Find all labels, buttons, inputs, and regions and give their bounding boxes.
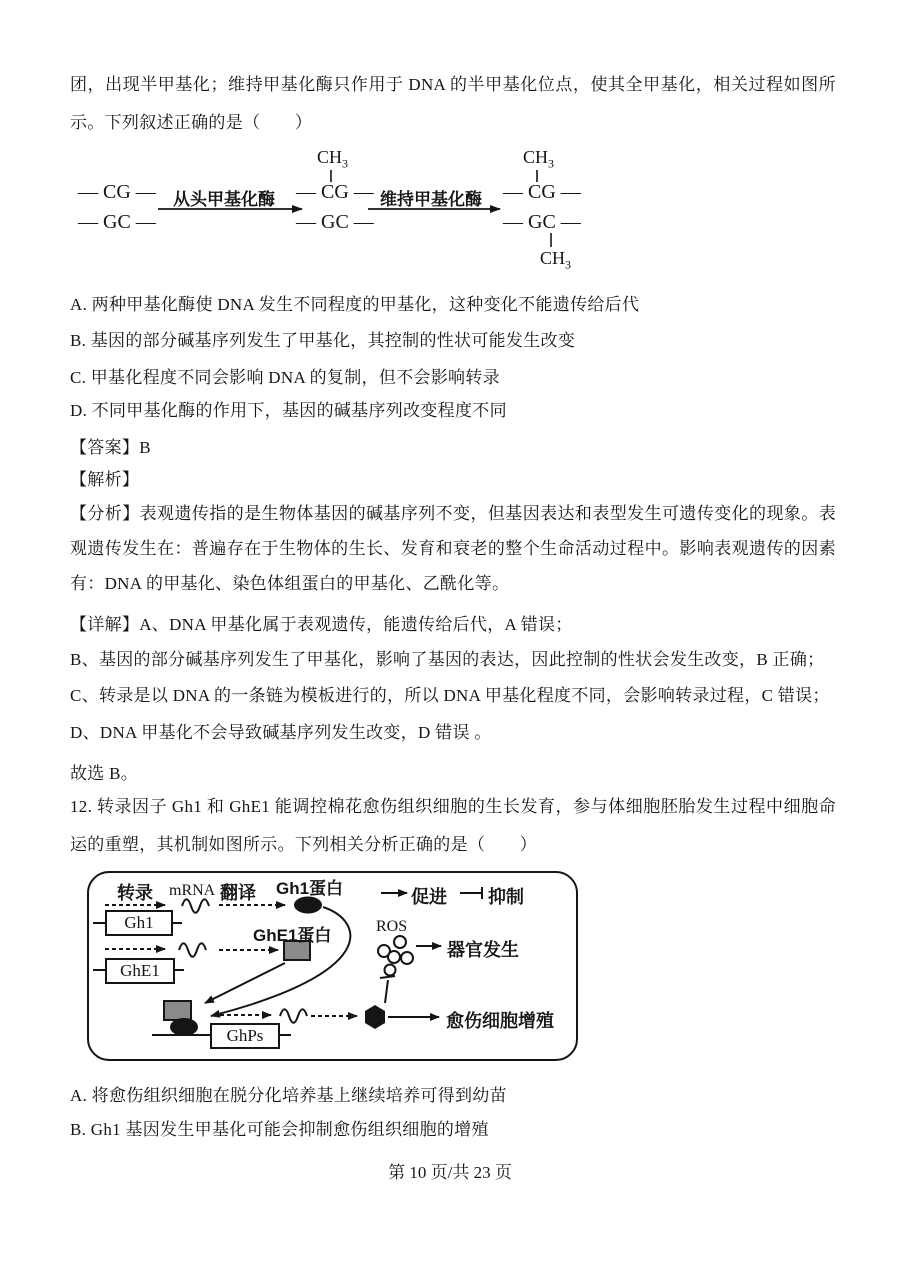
- strand-cg-left: — CG —: [78, 181, 156, 203]
- methyl-group-right-top: $CH_3$: [523, 147, 555, 171]
- translation-label: 翻译: [220, 883, 256, 903]
- conclusion-line: 故选 B。: [70, 764, 139, 783]
- organogenesis-label: 器官发生: [447, 940, 519, 960]
- gh1-mrna-wave: [182, 899, 209, 913]
- gh1-gene-box: Gh1: [105, 910, 173, 936]
- methyl-group-right-bottom: $CH_3$: [540, 248, 572, 272]
- analysis-tag: 【解析】: [70, 470, 140, 489]
- strand-gc-right: — GC —: [503, 211, 581, 233]
- ghps-gene-box: GhPs: [210, 1023, 280, 1049]
- ros-label: ROS: [376, 918, 408, 935]
- strand-gc-mid: — GC —: [296, 211, 374, 233]
- methylation-diagram-arrows: [70, 145, 850, 280]
- ghps-mrna-wave: [280, 1009, 307, 1023]
- bound-ghe1-protein: [164, 1001, 191, 1020]
- gh1-protein-label: Gh1蛋白: [276, 879, 344, 898]
- ros-inhibition-cap: [380, 976, 395, 978]
- detail-line-c: C、转录是以 DNA 的一条链为模板进行的，所以 DNA 甲基化程度不同，会影响转录过程，C 错误；: [70, 686, 830, 705]
- gene-regulation-diagram: [87, 871, 578, 1061]
- q11-option-c: C. 甲基化程度不同会影响 DNA 的复制，但不会影响转录: [70, 368, 500, 387]
- legend-promote-label: 促进: [411, 887, 447, 907]
- maintenance-enzyme-label: 维持甲基化酶: [380, 190, 482, 209]
- ros-inhibition-bar: [385, 980, 388, 1003]
- strand-gc-left: — GC —: [78, 211, 156, 233]
- ghe1-gene-box: GhE1: [105, 958, 175, 984]
- strand-cg-right: — CG —: [503, 181, 581, 203]
- mrna-label: mRNA: [169, 882, 216, 899]
- detail-line-d: D、DNA 甲基化不会导致碱基序列发生改变，D 错误 。: [70, 723, 492, 742]
- bound-gh1-protein: [170, 1018, 198, 1036]
- de-novo-enzyme-label: 从头甲基化酶: [173, 190, 275, 209]
- question-12-stem: 12. 转录因子 Gh1 和 GhE1 能调控棉花愈伤组织细胞的生长发育，参与体细胞胚胎发生过程中细胞命运的重塑，其机制如图所示。下列相关分析正确的是（ ）: [70, 797, 836, 854]
- q12-option-b: B. Gh1 基因发生甲基化可能会抑制愈伤组织细胞的增殖: [70, 1120, 489, 1139]
- analysis-overview: 【分析】表观遗传指的是生物体基因的碱基序列不变，但基因表达和表型发生可遗传变化的现象。表观遗传发生在：普遍存在于生物体的生长、发育和衰老的整个生命活动过程中。影响表观遗传的因素有：DNA 的甲基化、染色体组蛋白的甲基化、乙酰化等。: [70, 504, 836, 593]
- legend-inhibit-label: 抑制: [488, 887, 524, 907]
- strand-cg-mid: — CG —: [296, 181, 374, 203]
- gh1-protein-shape: [294, 897, 322, 914]
- question-11-intro: 团，出现半甲基化；维持甲基化酶只作用于 DNA 的半甲基化位点，使其全甲基化，相关过程如图所示。下列叙述正确的是（ ）: [70, 75, 836, 132]
- ghe1-mrna-wave: [179, 943, 206, 957]
- callus-proliferation-label: 愈伤细胞增殖: [446, 1011, 554, 1031]
- q11-option-b: B. 基因的部分碱基序列发生了甲基化，其控制的性状可能发生改变: [70, 331, 576, 350]
- ros-molecules: [378, 936, 413, 976]
- transcription-label: 转录: [117, 883, 153, 903]
- answer-line: 【答案】B: [70, 438, 151, 457]
- ghe1-protein-label: GhE1蛋白: [253, 926, 332, 945]
- methyl-group-mid: $CH_3$: [317, 147, 349, 171]
- q11-option-a: A. 两种甲基化酶使 DNA 发生不同程度的甲基化，这种变化不能遗传给后代: [70, 295, 640, 314]
- methylation-diagram: [70, 145, 850, 280]
- page-footer: 第 10 页/共 23 页: [388, 1163, 512, 1182]
- ghps-protein-hexagon: [365, 1005, 385, 1029]
- q11-option-d: D. 不同甲基化酶的作用下，基因的碱基序列改变程度不同: [70, 401, 507, 420]
- detail-line-b: B、基因的部分碱基序列发生了甲基化，影响了基因的表达，因此控制的性状会发生改变，B 正确；: [70, 650, 825, 669]
- detail-line-a: 【详解】A、DNA 甲基化属于表观遗传，能遗传给后代，A 错误；: [70, 615, 573, 634]
- q12-option-a: A. 将愈伤组织细胞在脱分化培养基上继续培养可得到幼苗: [70, 1086, 507, 1105]
